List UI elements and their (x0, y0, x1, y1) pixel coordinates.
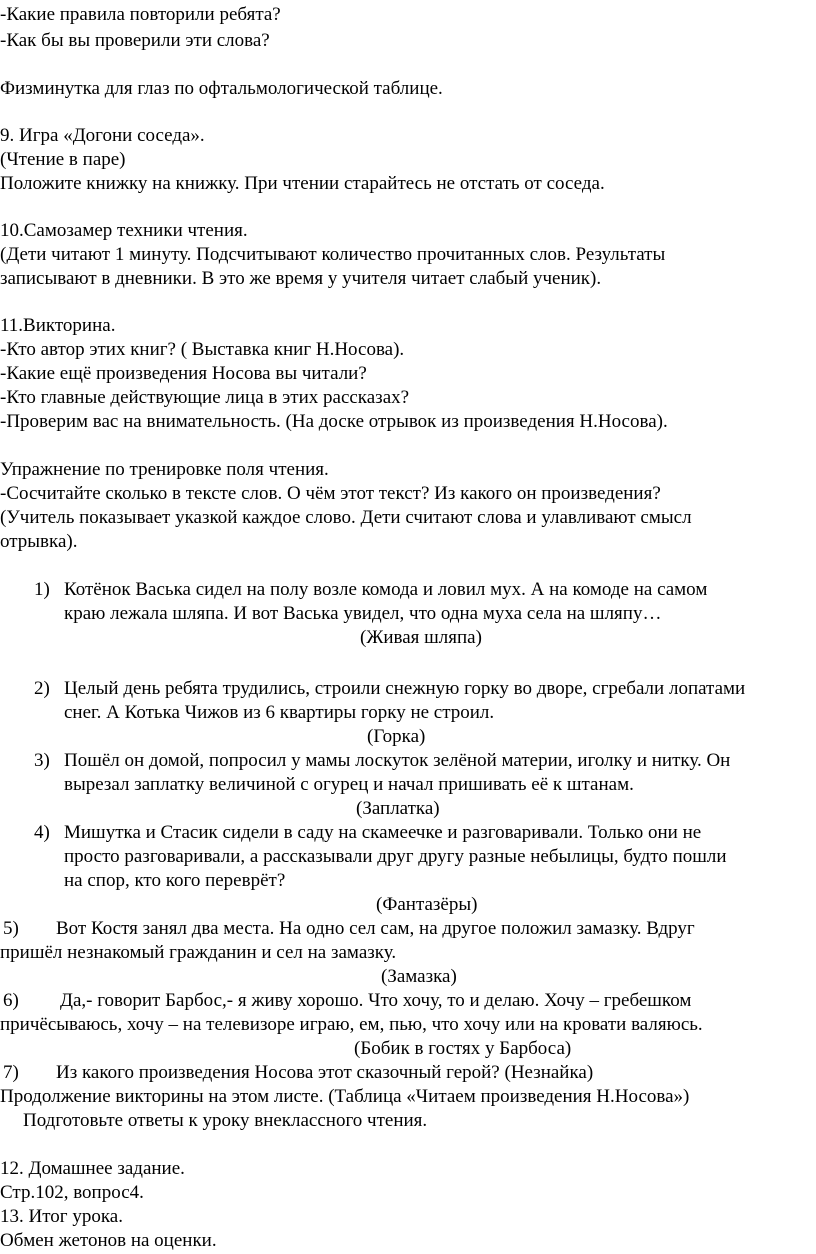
intro-line-2: -Как бы вы проверили эти слова? (0, 30, 270, 51)
list-item-text: пришёл незнакомый гражданин и сел на замазку. (0, 942, 397, 963)
list-item-text: причёсываюсь, хочу – на телевизоре играю, ем, пью, что хочу или на кровати валяюсь. (0, 1014, 703, 1035)
list-item-text: Да,- говорит Барбос,- я живу хорошо. Что хочу, то и делаю. Хочу – гребешком (60, 990, 692, 1011)
self-test-heading: 10.Самозамер техники чтения. (0, 220, 248, 241)
summary-heading: 13. Итог урока. (0, 1206, 123, 1227)
homework-heading: 12. Домашнее задание. (0, 1158, 185, 1179)
list-item-text: Целый день ребята трудились, строили снежную горку во дворе, сгребали лопатами (64, 678, 746, 699)
field-training-line-2: -Сосчитайте сколько в тексте слов. О чём этот текст? Из какого он произведения? (0, 483, 661, 504)
list-item-number: 4) (34, 822, 50, 843)
list-item-text: Из какого произведения Носова этот сказочный герой? (Незнайка) (56, 1062, 594, 1083)
list-item-text: Пошёл он домой, попросил у мамы лоскуток зелёной материи, иголку и нитку. Он (64, 750, 731, 771)
game-line-2: (Чтение в паре) (0, 149, 126, 170)
list-item-answer: (Замазка) (381, 966, 457, 987)
list-item-text: просто разговаривали, а рассказывали друг другу разные небылицы, будто пошли (64, 846, 727, 867)
list-item-number: 2) (34, 678, 50, 699)
homework-line-2: Стр.102, вопрос4. (0, 1182, 144, 1203)
list-item-text: Котёнок Васька сидел на полу возле комода и ловил мух. А на комоде на самом (64, 579, 708, 600)
quiz-line-5: -Проверим вас на внимательность. (На доске отрывок из произведения Н.Носова). (0, 411, 668, 432)
list-item-answer: (Фантазёры) (376, 894, 478, 915)
list-item-text: снег. А Котька Чижов из 6 квартиры горку не строил. (64, 702, 495, 723)
field-training-heading: Упражнение по тренировке поля чтения. (0, 459, 329, 480)
game-line-3: Положите книжку на книжку. При чтении старайтесь не отстать от соседа. (0, 173, 605, 194)
list-item-text: вырезал заплатку величиной с огурец и начал пришивать её к штанам. (64, 774, 634, 795)
list-item-number: 1) (34, 579, 50, 600)
list-item-text: Мишутка и Стасик сидели в саду на скамеечке и разговаривали. Только они не (64, 822, 702, 843)
list-item-answer: (Заплатка) (356, 798, 440, 819)
game-heading: 9. Игра «Догони соседа». (0, 125, 205, 146)
quiz-line-2: -Кто автор этих книг? ( Выставка книг Н.Носова). (0, 339, 405, 360)
list-item-number: 7) (3, 1062, 19, 1083)
list-item-number: 5) (3, 918, 19, 939)
list-item-answer: (Горка) (367, 726, 426, 747)
list-item-text: краю лежала шляпа. И вот Васька увидел, что одна муха села на шляпу… (64, 603, 662, 624)
list-item-answer: (Живая шляпа) (360, 627, 482, 648)
list-item-text: на спор, кто кого переврёт? (64, 870, 286, 891)
list-item-answer: (Бобик в гостях у Барбоса) (354, 1038, 572, 1059)
self-test-line-2: (Дети читают 1 минуту. Подсчитывают количество прочитанных слов. Результаты (0, 244, 666, 265)
quiz-heading: 11.Викторина. (0, 315, 116, 336)
quiz-line-3: -Какие ещё произведения Носова вы читали? (0, 363, 367, 384)
list-item-text: Вот Костя занял два места. На одно сел сам, на другое положил замазку. Вдруг (56, 918, 695, 939)
intro-line-1: -Какие правила повторили ребята? (0, 4, 281, 25)
summary-line-2: Обмен жетонов на оценки. (0, 1230, 217, 1251)
quiz-line-4: -Кто главные действующие лица в этих рассказах? (0, 387, 410, 408)
field-training-line-4: отрывка). (0, 531, 78, 552)
list-item-number: 6) (3, 990, 19, 1011)
continuation-line-2: Подготовьте ответы к уроку внеклассного чтения. (23, 1110, 428, 1131)
self-test-line-3: записывают в дневники. В это же время у учителя читает слабый ученик). (0, 268, 602, 289)
continuation-line-1: Продолжение викторины на этом листе. (Таблица «Читаем произведения Н.Носова») (0, 1086, 690, 1107)
eye-exercise-line: Физминутка для глаз по офтальмологической таблице. (0, 78, 443, 99)
list-item-number: 3) (34, 750, 50, 771)
field-training-line-3: (Учитель показывает указкой каждое слово. Дети считают слова и улавливают смысл (0, 507, 692, 528)
